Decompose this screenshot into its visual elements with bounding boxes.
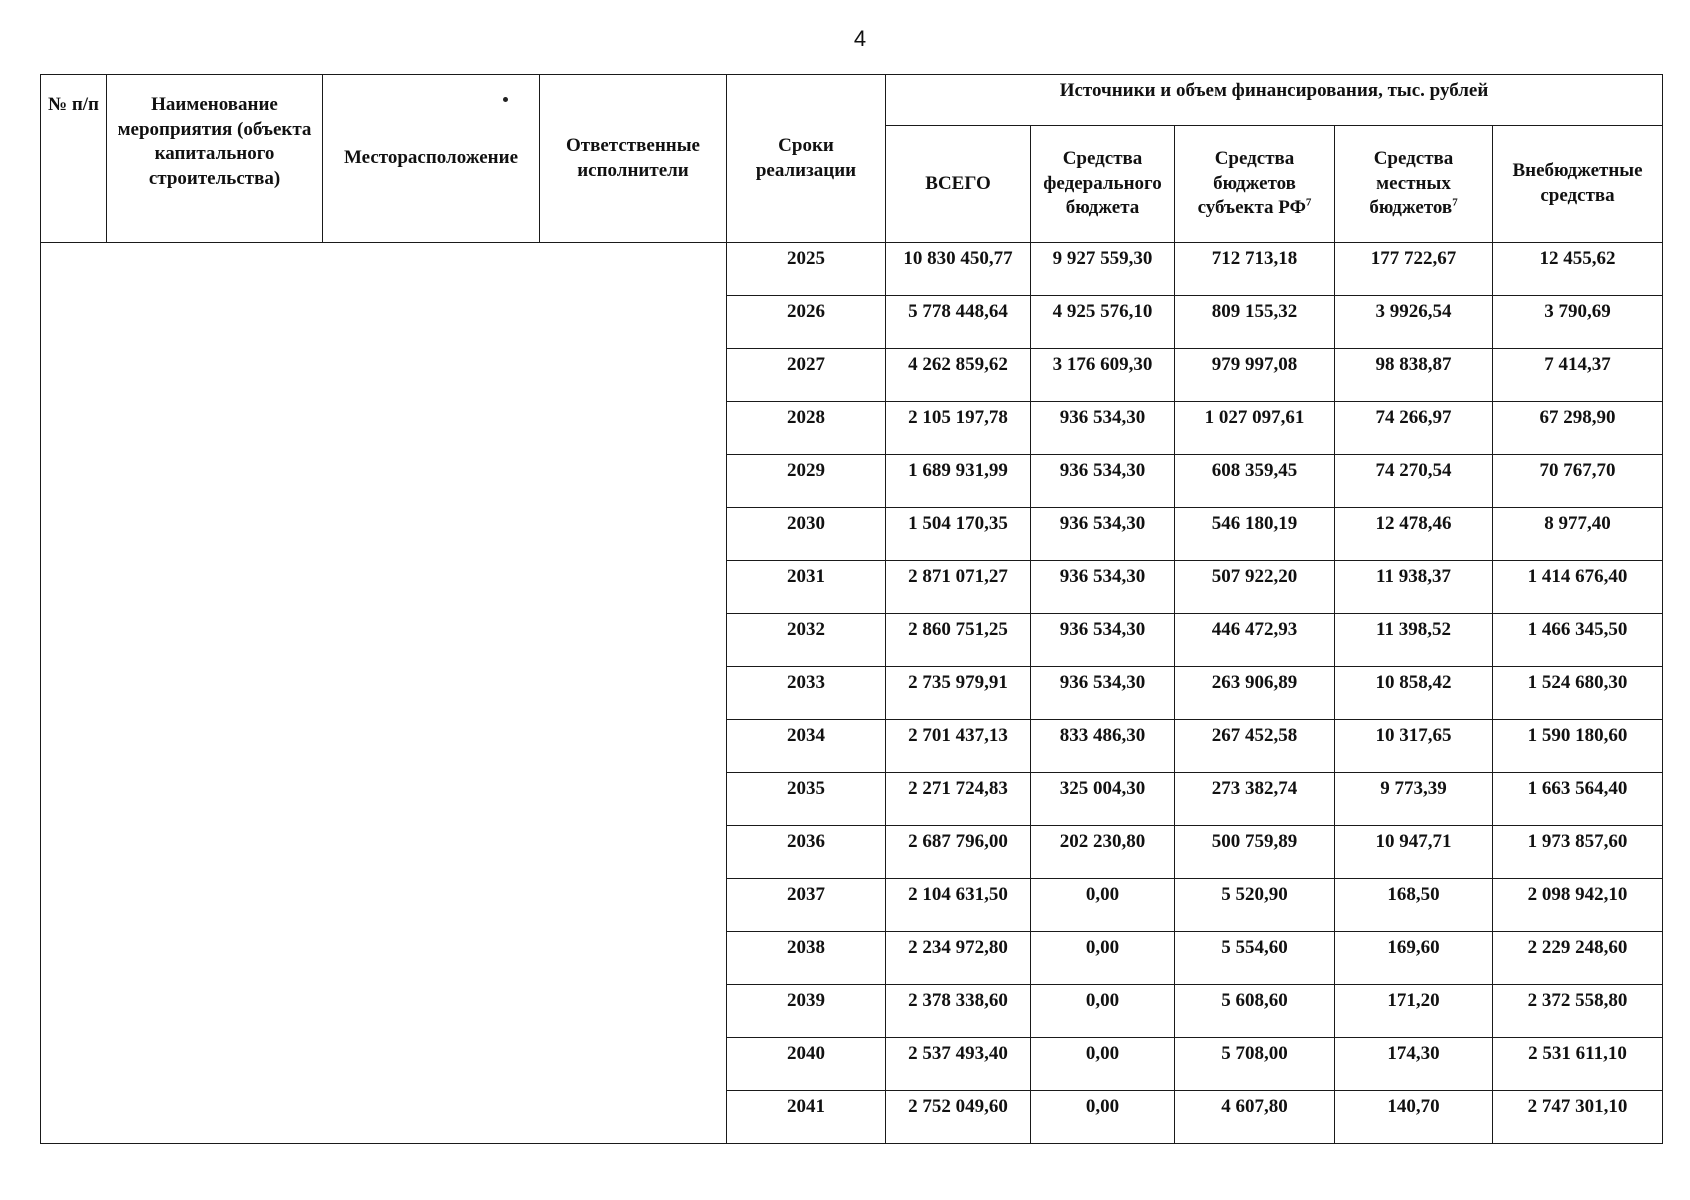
cell-offbudget: 1 414 676,40 <box>1493 561 1663 614</box>
cell-regional: 267 452,58 <box>1175 720 1335 773</box>
cell-local: 171,20 <box>1335 985 1493 1038</box>
header-offbudget: Внебюджетные средства <box>1493 126 1663 243</box>
cell-federal: 0,00 <box>1031 985 1175 1038</box>
cell-offbudget: 67 298,90 <box>1493 402 1663 455</box>
header-total: ВСЕГО <box>886 126 1031 243</box>
cell-federal: 936 534,30 <box>1031 455 1175 508</box>
cell-regional: 5 520,90 <box>1175 879 1335 932</box>
cell-federal: 9 927 559,30 <box>1031 243 1175 296</box>
cell-total: 2 537 493,40 <box>886 1038 1031 1091</box>
cell-offbudget: 12 455,62 <box>1493 243 1663 296</box>
cell-regional: 5 608,60 <box>1175 985 1335 1038</box>
header-name: Наименование мероприятия (объекта капитального строительства) <box>107 75 323 243</box>
header-sources-title: Источники и объем финансирования, тыс. рублей <box>886 75 1663 126</box>
cell-federal: 936 534,30 <box>1031 402 1175 455</box>
cell-federal: 0,00 <box>1031 879 1175 932</box>
cell-regional: 500 759,89 <box>1175 826 1335 879</box>
cell-local: 11 938,37 <box>1335 561 1493 614</box>
cell-year: 2041 <box>727 1091 886 1144</box>
cell-regional: 273 382,74 <box>1175 773 1335 826</box>
cell-total: 2 687 796,00 <box>886 826 1031 879</box>
cell-federal: 0,00 <box>1031 1038 1175 1091</box>
cell-regional: 5 708,00 <box>1175 1038 1335 1091</box>
cell-year: 2031 <box>727 561 886 614</box>
table-body <box>41 243 1663 1144</box>
cell-regional: 4 607,80 <box>1175 1091 1335 1144</box>
cell-local: 12 478,46 <box>1335 508 1493 561</box>
cell-federal: 202 230,80 <box>1031 826 1175 879</box>
cell-local: 140,70 <box>1335 1091 1493 1144</box>
cell-total: 2 104 631,50 <box>886 879 1031 932</box>
cell-year: 2028 <box>727 402 886 455</box>
cell-total: 2 752 049,60 <box>886 1091 1031 1144</box>
header-location: Месторасположение <box>323 75 540 243</box>
cell-federal: 0,00 <box>1031 932 1175 985</box>
cell-local: 98 838,87 <box>1335 349 1493 402</box>
cell-regional: 608 359,45 <box>1175 455 1335 508</box>
header-local <box>1335 126 1493 243</box>
cell-year: 2036 <box>727 826 886 879</box>
header-regional-footnote: 7 <box>1305 197 1312 210</box>
cell-regional: 979 997,08 <box>1175 349 1335 402</box>
cell-local: 10 947,71 <box>1335 826 1493 879</box>
cell-total: 4 262 859,62 <box>886 349 1031 402</box>
cell-year: 2030 <box>727 508 886 561</box>
cell-year: 2034 <box>727 720 886 773</box>
cell-total: 10 830 450,77 <box>886 243 1031 296</box>
cell-federal: 0,00 <box>1031 1091 1175 1144</box>
cell-offbudget: 2 372 558,80 <box>1493 985 1663 1038</box>
cell-regional: 809 155,32 <box>1175 296 1335 349</box>
cell-local: 74 266,97 <box>1335 402 1493 455</box>
cell-local: 9 773,39 <box>1335 773 1493 826</box>
cell-year: 2032 <box>727 614 886 667</box>
cell-offbudget: 1 663 564,40 <box>1493 773 1663 826</box>
cell-federal: 936 534,30 <box>1031 614 1175 667</box>
cell-year: 2040 <box>727 1038 886 1091</box>
cell-total: 2 378 338,60 <box>886 985 1031 1038</box>
header-local-label: Средства местных бюджетов <box>1369 147 1454 219</box>
header-responsible: Ответственные исполнители <box>540 75 727 243</box>
merged-blank-cell <box>41 243 727 1144</box>
cell-offbudget: 1 524 680,30 <box>1493 667 1663 720</box>
header-regional-label: Средства бюджетов субъекта РФ <box>1197 147 1306 219</box>
cell-offbudget: 70 767,70 <box>1493 455 1663 508</box>
cell-year: 2038 <box>727 932 886 985</box>
cell-regional: 263 906,89 <box>1175 667 1335 720</box>
cell-local: 168,50 <box>1335 879 1493 932</box>
cell-year: 2026 <box>727 296 886 349</box>
cell-federal: 4 925 576,10 <box>1031 296 1175 349</box>
cell-local: 11 398,52 <box>1335 614 1493 667</box>
cell-offbudget: 2 531 611,10 <box>1493 1038 1663 1091</box>
cell-offbudget: 7 414,37 <box>1493 349 1663 402</box>
cell-offbudget: 2 098 942,10 <box>1493 879 1663 932</box>
cell-federal: 936 534,30 <box>1031 508 1175 561</box>
cell-local: 74 270,54 <box>1335 455 1493 508</box>
cell-federal: 3 176 609,30 <box>1031 349 1175 402</box>
cell-total: 1 504 170,35 <box>886 508 1031 561</box>
cell-year: 2039 <box>727 985 886 1038</box>
header-federal: Средства федерального бюджета <box>1031 126 1175 243</box>
cell-year: 2033 <box>727 667 886 720</box>
cell-year: 2027 <box>727 349 886 402</box>
cell-offbudget: 1 590 180,60 <box>1493 720 1663 773</box>
cell-regional: 1 027 097,61 <box>1175 402 1335 455</box>
table-row <box>41 243 1663 296</box>
cell-total: 2 701 437,13 <box>886 720 1031 773</box>
cell-total: 2 860 751,25 <box>886 614 1031 667</box>
cell-total: 2 735 979,91 <box>886 667 1031 720</box>
cell-offbudget: 8 977,40 <box>1493 508 1663 561</box>
cell-regional: 507 922,20 <box>1175 561 1335 614</box>
cell-offbudget: 3 790,69 <box>1493 296 1663 349</box>
cell-offbudget: 1 973 857,60 <box>1493 826 1663 879</box>
cell-regional: 712 713,18 <box>1175 243 1335 296</box>
cell-year: 2029 <box>727 455 886 508</box>
cell-federal: 325 004,30 <box>1031 773 1175 826</box>
cell-total: 2 234 972,80 <box>886 932 1031 985</box>
header-row-top <box>41 75 1663 126</box>
cell-local: 169,60 <box>1335 932 1493 985</box>
cell-offbudget: 1 466 345,50 <box>1493 614 1663 667</box>
cell-regional: 5 554,60 <box>1175 932 1335 985</box>
cell-federal: 936 534,30 <box>1031 561 1175 614</box>
cell-year: 2037 <box>727 879 886 932</box>
cell-total: 2 271 724,83 <box>886 773 1031 826</box>
cell-local: 177 722,67 <box>1335 243 1493 296</box>
cell-local: 3 9926,54 <box>1335 296 1493 349</box>
header-regional <box>1175 126 1335 243</box>
cell-federal: 936 534,30 <box>1031 667 1175 720</box>
cell-total: 5 778 448,64 <box>886 296 1031 349</box>
cell-regional: 446 472,93 <box>1175 614 1335 667</box>
page-number: 4 <box>853 26 867 51</box>
cell-federal: 833 486,30 <box>1031 720 1175 773</box>
header-num: № п/п <box>41 75 107 243</box>
cell-total: 2 871 071,27 <box>886 561 1031 614</box>
cell-local: 10 317,65 <box>1335 720 1493 773</box>
cell-year: 2035 <box>727 773 886 826</box>
header-local-footnote: 7 <box>1452 197 1458 210</box>
financing-table <box>40 74 1663 1144</box>
cell-local: 174,30 <box>1335 1038 1493 1091</box>
cell-total: 2 105 197,78 <box>886 402 1031 455</box>
cell-total: 1 689 931,99 <box>886 455 1031 508</box>
cell-local: 10 858,42 <box>1335 667 1493 720</box>
cell-year: 2025 <box>727 243 886 296</box>
cell-regional: 546 180,19 <box>1175 508 1335 561</box>
cell-offbudget: 2 747 301,10 <box>1493 1091 1663 1144</box>
header-period: Сроки реализации <box>727 75 886 243</box>
cell-offbudget: 2 229 248,60 <box>1493 932 1663 985</box>
